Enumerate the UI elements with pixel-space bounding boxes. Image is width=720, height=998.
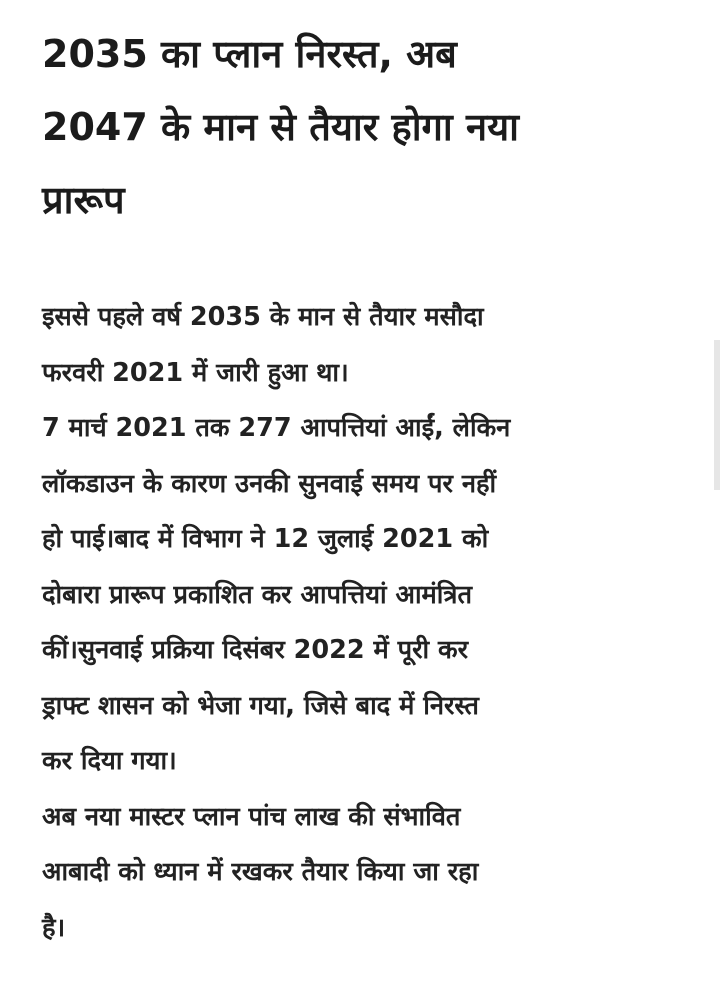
body-line-4: लॉकडाउन के कारण उनकी सुनवाई समय पर नहीं — [42, 468, 497, 499]
headline-line-2: 2047 के मान से तैयार होगा नया — [42, 105, 519, 149]
scrollbar[interactable] — [714, 340, 720, 490]
article-header — [42, 18, 682, 237]
article-body — [42, 290, 692, 956]
body-line-1: इससे पहले वर्ष 2035 के मान से तैयार मसौदा — [42, 302, 484, 332]
body-line-12: है। — [42, 912, 66, 943]
body-line-11: आबादी को ध्यान में रखकर तैयार किया जा रहा — [42, 857, 479, 887]
article-headline — [42, 18, 682, 237]
headline-line-1: 2035 का प्लान निरस्त, अब — [42, 32, 457, 76]
body-line-7: कीं।सुनवाई प्रक्रिया दिसंबर 2022 में पूरी कर — [42, 635, 469, 665]
body-line-9: कर दिया गया। — [42, 746, 177, 776]
headline-line-3: प्रारूप — [42, 178, 125, 222]
body-line-2: फरवरी 2021 में जारी हुआ था। — [42, 357, 349, 388]
body-line-5: हो पाई।बाद में विभाग ने 12 जुलाई 2021 को — [42, 524, 489, 554]
body-line-3: 7 मार्च 2021 तक 277 आपत्तियां आईं, लेकिन — [42, 413, 511, 443]
body-line-10: अब नया मास्टर प्लान पांच लाख की संभावित — [42, 801, 461, 832]
body-line-8: ड्राफ्ट शासन को भेजा गया, जिसे बाद में निरस्त — [42, 690, 479, 721]
body-line-6: दोबारा प्रारूप प्रकाशित कर आपत्तियां आमंत्रित — [42, 579, 473, 610]
